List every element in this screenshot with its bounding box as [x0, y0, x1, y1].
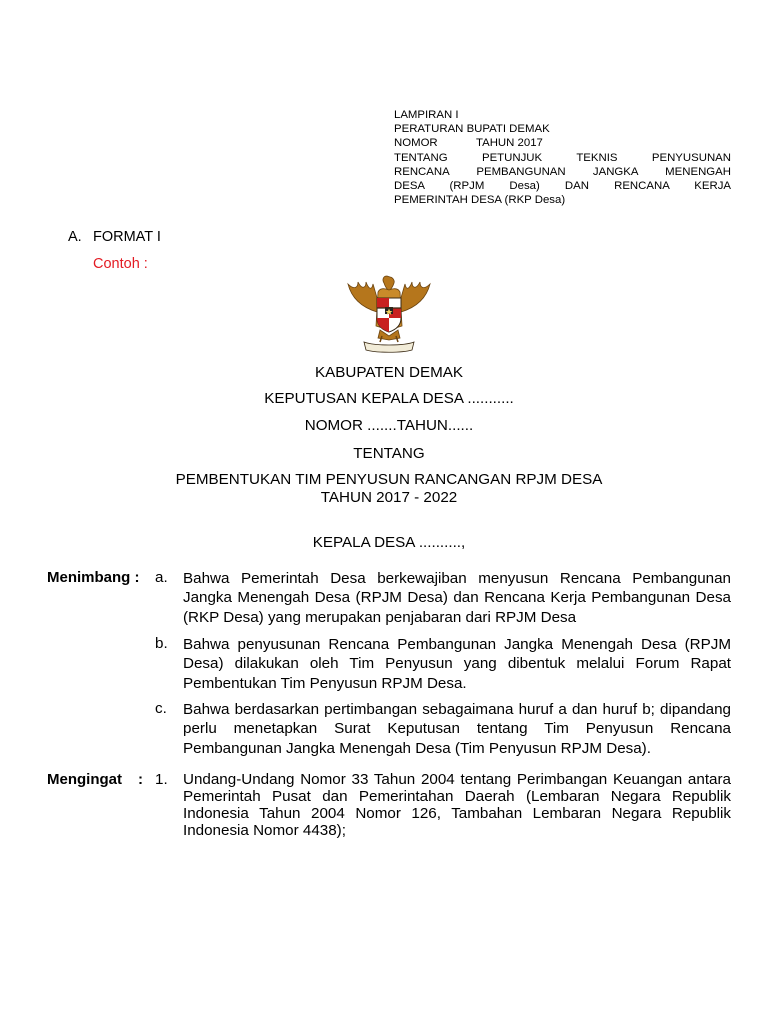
attachment-header	[394, 108, 731, 207]
mengingat-label: Mengingat	[47, 771, 122, 788]
head-of-village: KEPALA DESA ..........,	[312, 534, 466, 551]
list-marker: b.	[155, 635, 168, 652]
attachment-year: TAHUN 2017	[476, 137, 543, 150]
regency-title: KABUPATEN DEMAK	[315, 364, 463, 381]
attachment-subject-line: DESA (RPJM Desa) DAN RENCANA KERJA	[394, 180, 731, 193]
menimbang-label: Menimbang :	[47, 569, 140, 586]
subject-line-2: TAHUN 2017 - 2022	[320, 489, 458, 506]
attachment-number-label: NOMOR	[394, 137, 438, 150]
attachment-subject-line: RENCANA PEMBANGUNAN JANGKA MENENGAH	[394, 165, 731, 178]
about-heading: TENTANG	[353, 445, 425, 462]
legal-basis-item: Undang-Undang Nomor 33 Tahun 2004 tentang Perimbangan Keuangan antara Pemerintah Pusat dan Pemerintahan Daerah (Lembaran Negara Republik Indonesia Tahun 2004 Nomor 126, Tambahan Lembaran Negara Republik Indonesia Nomor 4438);	[183, 771, 731, 839]
list-marker: 1.	[155, 771, 168, 788]
consideration-item: Bahwa berdasarkan pertimbangan sebagaimana huruf a dan huruf b; dipandang perlu menetapkan Surat Keputusan tentang Tim Penyusun Rencana Pembangunan Jangka Menengah Desa (Tim Penyusun RPJM Desa).	[183, 701, 731, 757]
attachment-line: LAMPIRAN I	[394, 109, 459, 121]
example-label: Contoh :	[93, 256, 148, 272]
decree-number: NOMOR .......TAHUN......	[304, 417, 474, 434]
mengingat-colon: :	[138, 771, 143, 788]
subject-line-1: PEMBENTUKAN TIM PENYUSUN RANCANGAN RPJM DESA	[175, 471, 603, 488]
decree-title: KEPUTUSAN KEPALA DESA ...........	[264, 390, 514, 407]
attachment-line: PERATURAN BUPATI DEMAK	[394, 123, 550, 136]
format-letter: A.	[68, 229, 82, 245]
attachment-subject-line: PEMERINTAH DESA (RKP Desa)	[394, 194, 566, 207]
consideration-item: Bahwa penyusunan Rencana Pembangunan Jangka Menengah Desa (RPJM Desa) dilakukan oleh Tim Penyusun yang dibentuk melalui Forum Rapat Pembentukan Tim Penyusun RPJM Desa.	[183, 636, 731, 692]
format-title: FORMAT I	[93, 229, 161, 245]
list-marker: a.	[155, 569, 168, 586]
format-heading	[68, 229, 161, 245]
consideration-item: Bahwa Pemerintah Desa berkewajiban menyusun Rencana Pembangunan Jangka Menengah Desa (RPJM Desa) dan Rencana Kerja Pembangunan Desa (RKP Desa) yang merupakan penjabaran dari RPJM Desa	[183, 570, 731, 626]
garuda-emblem-icon	[344, 270, 434, 354]
attachment-number-row	[394, 136, 731, 150]
list-marker: c.	[155, 700, 167, 717]
attachment-subject-line: TENTANG PETUNJUK TEKNIS PENYUSUNAN	[394, 151, 731, 164]
